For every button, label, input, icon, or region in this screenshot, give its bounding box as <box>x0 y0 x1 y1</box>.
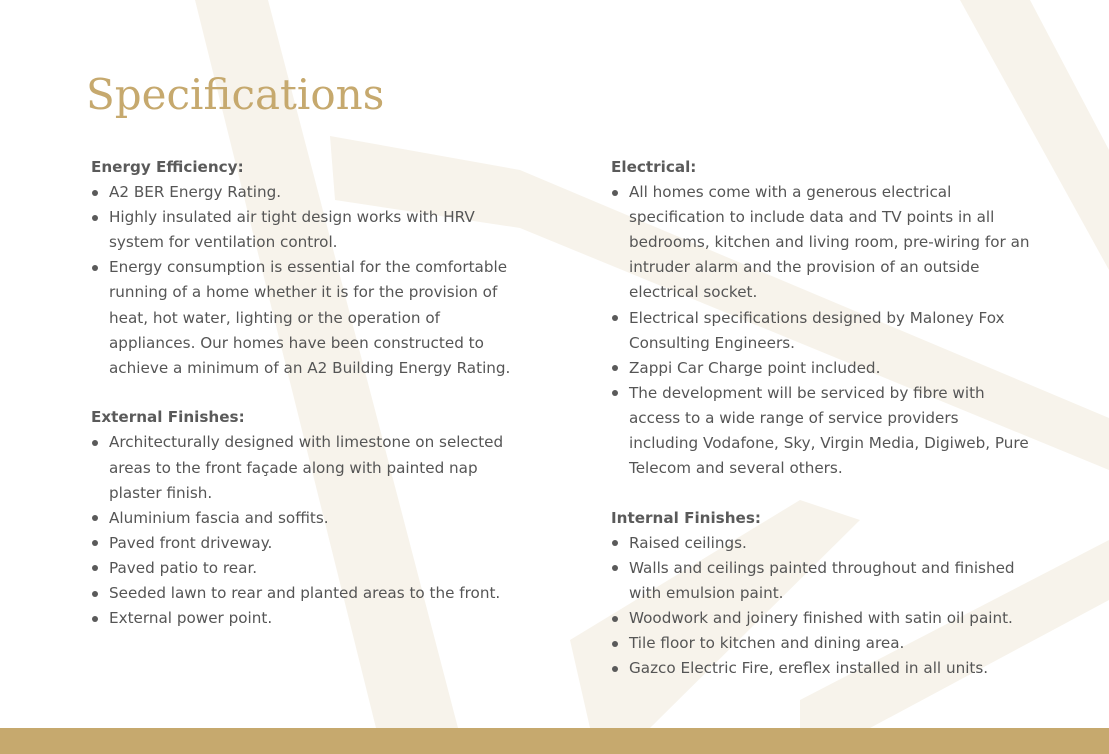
bullet-icon <box>92 565 98 571</box>
footer-bar <box>0 728 1109 754</box>
right-column <box>611 155 1031 706</box>
bullet-icon <box>92 616 98 622</box>
bullet-icon <box>612 190 618 196</box>
list-item <box>611 606 1031 631</box>
list-item <box>611 180 1031 305</box>
list-item <box>611 656 1031 681</box>
list-item-text: Woodwork and joinery finished with satin oil paint. <box>629 609 1013 628</box>
external-finishes-section <box>91 405 516 631</box>
energy-efficiency-section <box>91 155 516 381</box>
list-item-text: External power point. <box>109 609 273 628</box>
list-item <box>91 180 516 205</box>
section-heading: Electrical: <box>611 158 697 176</box>
bullet-icon <box>92 540 98 546</box>
bullet-icon <box>92 215 98 221</box>
list-item <box>611 306 1031 356</box>
list-item <box>91 606 516 631</box>
list-item <box>611 631 1031 656</box>
internal-finishes-list <box>611 531 1031 682</box>
list-item-text: Gazco Electric Fire, ereflex installed in all units. <box>629 659 989 678</box>
list-item-text: Seeded lawn to rear and planted areas to the front. <box>109 584 501 602</box>
list-item <box>611 381 1031 481</box>
bullet-icon <box>612 365 618 371</box>
list-item <box>611 531 1031 556</box>
page-title: Specifications <box>86 70 385 119</box>
left-column <box>91 155 516 656</box>
list-item-text: The development will be serviced by fibre with access to a wide range of service providers including Vodafone, Sky, Virgin Media, Digiweb, Pure Telecom and several others. <box>629 383 1029 478</box>
bullet-icon <box>612 315 618 321</box>
energy-efficiency-list <box>91 180 516 381</box>
bullet-icon <box>92 265 98 271</box>
list-item <box>91 581 516 606</box>
list-item <box>611 356 1031 381</box>
list-item-text: Paved patio to rear. <box>109 558 258 577</box>
list-item <box>91 255 516 380</box>
bullet-icon <box>92 515 98 521</box>
bullet-icon <box>92 190 98 196</box>
bullet-icon <box>92 591 98 597</box>
list-item-text: A2 BER Energy Rating. <box>109 183 282 202</box>
electrical-section <box>611 155 1031 481</box>
electrical-list <box>611 180 1031 481</box>
list-item-text: Energy consumption is essential for the comfortable running of a home whether it is for the provision of heat, hot water, lighting or the operation of appliances. Our homes have been constructed to achieve a minimum of an A2 Building Energy Rating. <box>109 258 511 377</box>
section-heading: Internal Finishes: <box>611 508 761 527</box>
bullet-icon <box>612 616 618 622</box>
list-item <box>91 205 516 255</box>
list-item-text: Raised ceilings. <box>629 533 747 552</box>
list-item-text: Paved front driveway. <box>109 533 273 552</box>
section-heading: Energy Efficiency: <box>91 158 244 176</box>
list-item-text: Zappi Car Charge point included. <box>629 358 881 377</box>
list-item-text: Aluminium fascia and soffits. <box>109 508 329 527</box>
list-item <box>91 556 516 581</box>
internal-finishes-section <box>611 506 1031 682</box>
list-item <box>91 531 516 556</box>
list-item-text: Walls and ceilings painted throughout and finished with emulsion paint. <box>629 558 1015 602</box>
bullet-icon <box>92 440 98 446</box>
list-item <box>91 506 516 531</box>
list-item-text: All homes come with a generous electrical specification to include data and TV points in all bedrooms, kitchen and living room, pre-wiring for an intruder alarm and the provision of an outside electrical socket. <box>629 183 1030 302</box>
list-item-text: Architecturally designed with limestone on selected areas to the front façade along with painted nap plaster finish. <box>109 433 504 502</box>
section-heading: External Finishes: <box>91 408 245 427</box>
list-item <box>91 430 516 505</box>
list-item-text: Highly insulated air tight design works with HRV system for ventilation control. <box>109 208 475 252</box>
bullet-icon <box>612 641 618 647</box>
list-item-text: Tile floor to kitchen and dining area. <box>629 634 905 653</box>
bullet-icon <box>612 390 618 396</box>
bullet-icon <box>612 540 618 546</box>
list-item-text: Electrical specifications designed by Maloney Fox Consulting Engineers. <box>629 308 1005 352</box>
bullet-icon <box>612 565 618 571</box>
list-item <box>611 556 1031 606</box>
bullet-icon <box>612 666 618 672</box>
external-finishes-list <box>91 430 516 631</box>
